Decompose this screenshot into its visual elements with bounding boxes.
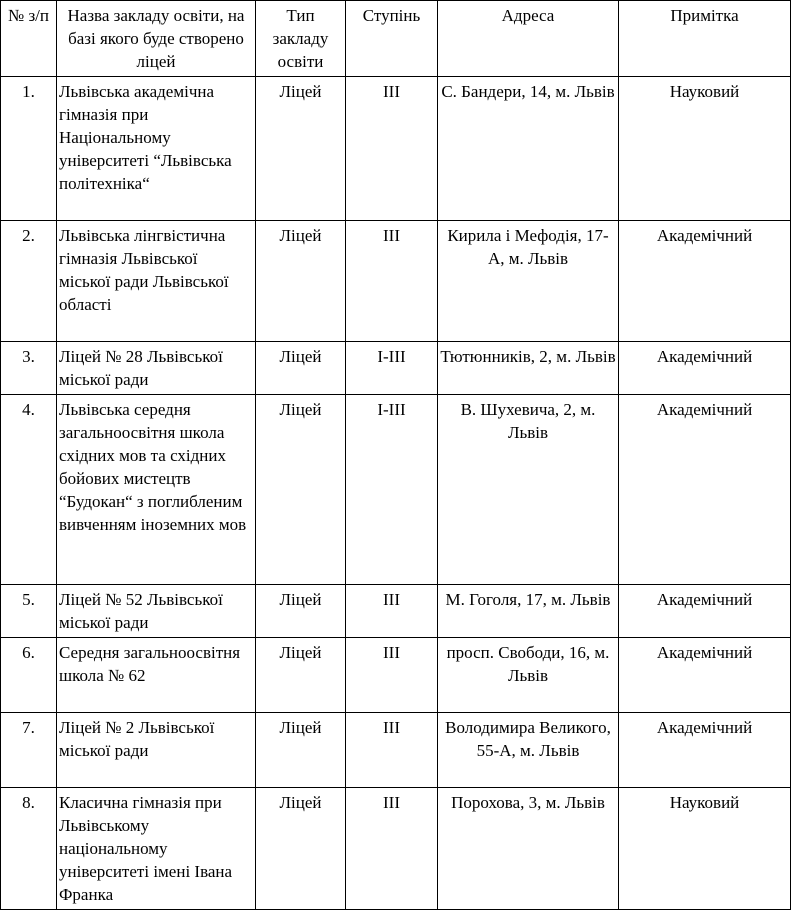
row-note: Академічний	[619, 638, 791, 713]
row-type: Ліцей	[256, 713, 346, 788]
table-row	[1, 585, 791, 638]
header-note: Примітка	[619, 1, 791, 77]
row-type: Ліцей	[256, 395, 346, 585]
row-number: 4.	[1, 395, 57, 585]
row-address: Кирила і Мефодія, 17-А, м. Львів	[438, 221, 619, 342]
header-institution-type: Тип закладу освіти	[256, 1, 346, 77]
row-note: Академічний	[619, 713, 791, 788]
row-number: 5.	[1, 585, 57, 638]
row-number: 7.	[1, 713, 57, 788]
row-number: 6.	[1, 638, 57, 713]
row-level: ІІІ	[346, 713, 438, 788]
row-institution-name: Ліцей № 52 Львівської міської ради	[57, 585, 256, 638]
row-note: Академічний	[619, 395, 791, 585]
row-number: 1.	[1, 77, 57, 221]
table-row	[1, 342, 791, 395]
row-level: ІІІ	[346, 788, 438, 910]
header-institution-name: Назва закладу освіти, на базі якого буде створено ліцей	[57, 1, 256, 77]
row-level: ІІІ	[346, 221, 438, 342]
row-address: Порохова, 3, м. Львів	[438, 788, 619, 910]
table-row	[1, 221, 791, 342]
row-institution-name: Львівська середня загальноосвітня школа східних мов та східних бойових мистецтв “Будокан“ з поглибленим вивченням іноземних мов	[57, 395, 256, 585]
table-row	[1, 395, 791, 585]
header-number: № з/п	[1, 1, 57, 77]
row-address: просп. Свободи, 16, м. Львів	[438, 638, 619, 713]
table-row	[1, 713, 791, 788]
row-address: Володимира Великого, 55-А, м. Львів	[438, 713, 619, 788]
row-level: І-ІІІ	[346, 395, 438, 585]
header-address: Адреса	[438, 1, 619, 77]
row-note: Науковий	[619, 77, 791, 221]
header-level: Ступінь	[346, 1, 438, 77]
table-header-row	[1, 1, 791, 77]
table-row	[1, 788, 791, 910]
row-note: Науковий	[619, 788, 791, 910]
table-row	[1, 77, 791, 221]
row-type: Ліцей	[256, 638, 346, 713]
row-institution-name: Середня загальноосвітня школа № 62	[57, 638, 256, 713]
table-row	[1, 638, 791, 713]
row-type: Ліцей	[256, 342, 346, 395]
row-number: 2.	[1, 221, 57, 342]
row-address: В. Шухевича, 2, м. Львів	[438, 395, 619, 585]
row-address: М. Гоголя, 17, м. Львів	[438, 585, 619, 638]
row-institution-name: Львівська академічна гімназія при Національному університеті “Львівська політехніка“	[57, 77, 256, 221]
row-type: Ліцей	[256, 788, 346, 910]
row-level: ІІІ	[346, 77, 438, 221]
row-level: ІІІ	[346, 638, 438, 713]
row-number: 3.	[1, 342, 57, 395]
row-institution-name: Ліцей № 2 Львівської міської ради	[57, 713, 256, 788]
row-address: С. Бандери, 14, м. Львів	[438, 77, 619, 221]
row-note: Академічний	[619, 342, 791, 395]
row-note: Академічний	[619, 585, 791, 638]
row-note: Академічний	[619, 221, 791, 342]
row-institution-name: Класична гімназія при Львівському національному університеті імені Івана Франка	[57, 788, 256, 910]
row-type: Ліцей	[256, 77, 346, 221]
row-type: Ліцей	[256, 585, 346, 638]
row-level: ІІІ	[346, 585, 438, 638]
row-type: Ліцей	[256, 221, 346, 342]
row-institution-name: Львівська лінгвістична гімназія Львівської міської ради Львівської області	[57, 221, 256, 342]
row-level: І-ІІІ	[346, 342, 438, 395]
row-number: 8.	[1, 788, 57, 910]
row-institution-name: Ліцей № 28 Львівської міської ради	[57, 342, 256, 395]
row-address: Тютюнників, 2, м. Львів	[438, 342, 619, 395]
